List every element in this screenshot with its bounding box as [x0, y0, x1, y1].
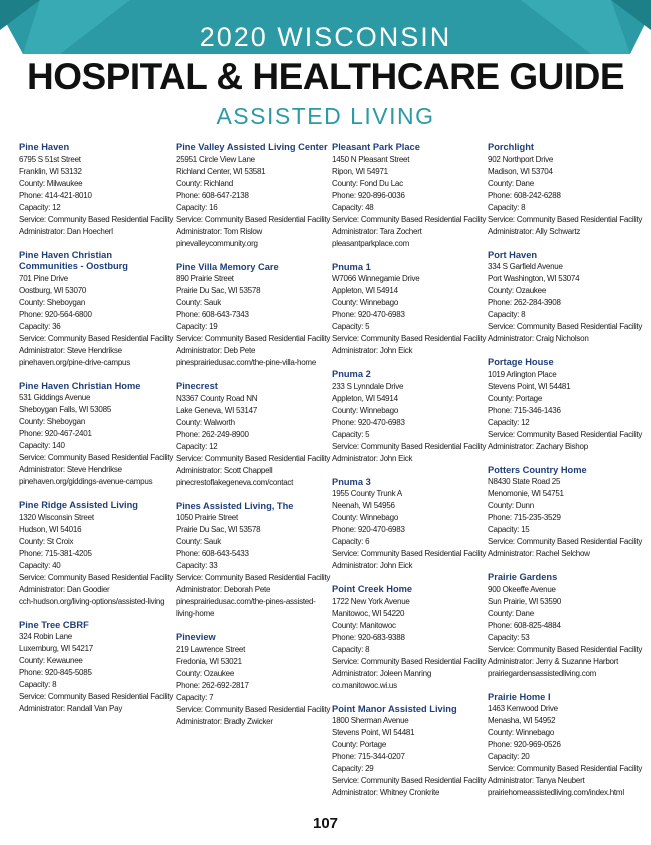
facility-detail: County: Sauk	[176, 298, 222, 307]
facility-entry	[332, 261, 487, 358]
facility-detail: 1955 County Trunk A	[332, 489, 402, 498]
facility-detail: 233 S Lynndale Drive	[332, 381, 404, 391]
facility-name: Port Haven	[488, 249, 538, 260]
facility-detail: Capacity: 53	[488, 632, 530, 642]
facility-detail: Capacity: 29	[332, 764, 374, 773]
facility-detail: 334 S Garfield Avenue	[488, 262, 563, 271]
facility-detail: Phone: 608-242-6288	[488, 190, 561, 200]
section-title: ASSISTED LIVING	[216, 103, 435, 129]
facility-detail: Stevens Point, WI 54481	[332, 728, 415, 737]
facility-detail: Phone: 715-381-4205	[19, 548, 92, 558]
facility-detail: County: Winnebago	[332, 513, 399, 522]
facility-website[interactable]: prairiegardensassistedliving.com	[488, 668, 597, 678]
facility-detail: Menomonie, WI 54751	[488, 489, 564, 498]
facility-entry	[488, 357, 643, 453]
facility-detail: County: St Croix	[19, 536, 74, 546]
facility-name: Pine Villa Memory Care	[176, 261, 279, 272]
facility-entry	[488, 691, 643, 800]
facility-detail: Phone: 608-643-5433	[176, 549, 249, 558]
facility-entry	[332, 584, 487, 692]
facility-website[interactable]: pleasantparkplace.com	[332, 238, 410, 248]
facility-name: Pnuma 2	[332, 369, 371, 379]
facility-detail: Appleton, WI 54914	[332, 286, 398, 295]
facility-detail: Service: Community Based Residential Facility	[488, 537, 643, 546]
facility-name: Pine Haven	[19, 142, 70, 152]
facility-detail: Manitowoc, WI 54220	[332, 608, 405, 618]
facility-name: Potters Country Home	[488, 464, 587, 475]
facility-detail: Phone: 920-467-2401	[19, 429, 92, 438]
facility-detail: Administrator: John Eick	[332, 453, 413, 463]
facility-detail: Phone: 920-470-6983	[332, 417, 405, 427]
facility-name: Point Creek Home	[332, 584, 413, 594]
facility-detail: Phone: 608-647-2138	[176, 190, 249, 200]
facility-detail: 531 Giddings Avenue	[19, 393, 91, 402]
facility-detail: County: Walworth	[176, 417, 235, 427]
facility-detail: 701 Pine Drive	[19, 273, 68, 283]
facility-detail: Administrator: Steve Hendrikse	[19, 465, 122, 474]
facility-detail: Prairie Du Sac, WI 53578	[176, 286, 261, 295]
facility-name: Pnuma 1	[332, 261, 371, 272]
facility-detail: Capacity: 20	[488, 752, 530, 761]
facility-detail: County: Sauk	[176, 537, 222, 546]
facility-detail: 324 Robin Lane	[19, 632, 72, 641]
facility-name: Pinecrest	[176, 381, 218, 391]
facility-website[interactable]: pinesprairiedusac.com/the-pine-villa-home	[176, 358, 317, 367]
facility-name: Pines Assisted Living, The	[176, 500, 294, 511]
facility-detail: Administrator: Tom Rislow	[176, 226, 263, 236]
facility-detail: Lake Geneva, WI 53147	[176, 405, 258, 415]
facility-detail: Service: Community Based Residential Facility	[176, 573, 331, 582]
facility-entry	[19, 249, 174, 369]
facility-detail: Administrator: Jerry & Suzanne Harbort	[488, 656, 619, 666]
facility-detail: Phone: 920-845-5085	[19, 668, 92, 677]
facility-website[interactable]: co.manitowoc.wi.us	[332, 680, 397, 690]
facility-detail: 6795 S 51st Street	[19, 154, 81, 164]
facility-detail: Capacity: 40	[19, 560, 61, 570]
facility-detail: County: Portage	[488, 393, 543, 403]
header-banner	[0, 0, 651, 54]
facility-name: Prairie Gardens	[488, 572, 558, 582]
facility-detail: Phone: 715-346-1436	[488, 405, 561, 415]
facility-website[interactable]: pinehaven.org/pine-drive-campus	[19, 357, 130, 367]
facility-detail: Phone: 715-344-0207	[332, 752, 405, 761]
facility-website[interactable]: cch-hudson.org/living-options/assisted-living	[19, 596, 165, 606]
facility-detail: Service: Community Based Residential Facility	[332, 776, 487, 785]
facility-entry	[488, 142, 643, 238]
facility-entry	[488, 572, 643, 680]
facility-detail: Madison, WI 53704	[488, 166, 553, 176]
facility-detail: Service: Community Based Residential Facility	[176, 214, 331, 224]
facility-detail: Administrator: John Eick	[332, 561, 413, 570]
facility-detail: 1320 Wisconsin Street	[19, 512, 94, 522]
facility-detail: County: Sheboygan	[19, 297, 86, 307]
facility-detail: 900 Okeeffe Avenue	[488, 584, 556, 594]
facility-detail: Administrator: Craig Nicholson	[488, 334, 589, 343]
facility-detail: Service: Community Based Residential Facility	[176, 453, 331, 463]
facility-detail: Service: Community Based Residential Facility	[488, 429, 643, 439]
facility-detail: Administrator: Whitney Cronkrite	[332, 788, 440, 797]
facility-detail: W7066 Winnegamie Drive	[332, 274, 420, 283]
facility-entry	[332, 369, 487, 465]
facility-name: Porchlight	[488, 142, 534, 152]
facility-detail: Administrator: Tara Zochert	[332, 226, 422, 236]
facility-detail: Administrator: Randall Van Pay	[19, 704, 123, 713]
facility-detail: 1450 N Pleasant Street	[332, 154, 410, 164]
facility-detail: 902 Northport Drive	[488, 154, 554, 164]
facility-detail: 1800 Sherman Avenue	[332, 716, 409, 725]
facility-detail: 1019 Arlington Place	[488, 369, 557, 379]
facility-website[interactable]: pinehaven.org/giddings-avenue-campus	[19, 477, 153, 486]
facility-name: Pine Valley Assisted Living Center	[176, 142, 328, 152]
facility-detail: Phone: 262-284-3908	[488, 298, 561, 307]
facility-detail: Capacity: 16	[176, 202, 218, 212]
facility-detail: Capacity: 33	[176, 561, 218, 570]
facility-website[interactable]: pinesprairiedusac.com/the-pines-assisted-living-home	[176, 597, 316, 618]
listing-column-2	[176, 142, 331, 740]
facility-detail: Phone: 920-564-6800	[19, 309, 92, 319]
facility-entry	[19, 142, 174, 238]
facility-detail: County: Dunn	[488, 501, 534, 510]
facility-detail: County: Richland	[176, 178, 233, 188]
facility-detail: 25951 Circle View Lane	[176, 154, 255, 164]
facility-name: Prairie Home I	[488, 691, 551, 702]
facility-detail: Administrator: Scott Chappell	[176, 465, 273, 475]
facility-detail: County: Winnebago	[332, 405, 399, 415]
facility-detail: 1463 Kenwood Drive	[488, 704, 558, 713]
facility-detail: Luxemburg, WI 54217	[19, 644, 93, 653]
facility-name: Pnuma 3	[332, 476, 371, 487]
facility-detail: Service: Community Based Residential Facility	[488, 764, 643, 773]
facility-detail: Phone: 715-235-3529	[488, 513, 561, 522]
facility-detail: Service: Community Based Residential Facility	[488, 214, 643, 224]
facility-detail: Capacity: 5	[332, 322, 370, 331]
facility-detail: Phone: 920-470-6983	[332, 310, 405, 319]
facility-detail: County: Dane	[488, 178, 534, 188]
facility-detail: Service: Community Based Residential Facility	[19, 214, 174, 224]
facility-detail: Service: Community Based Residential Facility	[332, 441, 487, 451]
facility-detail: Phone: 262-692-2817	[176, 680, 249, 690]
facility-detail: Service: Community Based Residential Facility	[332, 656, 487, 666]
facility-detail: 1050 Prairie Street	[176, 513, 238, 522]
facility-detail: Phone: 608-825-4884	[488, 620, 561, 630]
facility-detail: Neenah, WI 54956	[332, 501, 395, 510]
facility-detail: Administrator: John Eick	[332, 346, 413, 355]
page-number: 107	[312, 815, 339, 832]
facility-entry	[19, 380, 174, 489]
facility-detail: Capacity: 140	[19, 441, 65, 450]
facility-detail: Phone: 920-683-9388	[332, 632, 405, 642]
facility-detail: Service: Community Based Residential Facility	[176, 704, 331, 714]
facility-entry	[176, 142, 331, 250]
facility-detail: N3367 County Road NN	[176, 393, 258, 403]
facility-detail: Capacity: 15	[488, 525, 530, 534]
facility-name: Pine Ridge Assisted Living	[19, 500, 138, 510]
facility-detail: Capacity: 7	[176, 692, 214, 702]
facility-detail: 890 Prairie Street	[176, 274, 234, 283]
facility-detail: Oostburg, WI 53070	[19, 285, 87, 295]
facility-name: Pleasant Park Place	[332, 142, 420, 152]
facility-detail: Service: Community Based Residential Facility	[19, 333, 174, 343]
facility-website[interactable]: pinecrestoflakegeneva.com/contact	[176, 477, 294, 487]
facility-detail: Administrator: Steve Hendrikse	[19, 345, 122, 355]
facility-detail: Ripon, WI 54971	[332, 166, 388, 176]
facility-detail: County: Fond Du Lac	[332, 178, 403, 188]
facility-detail: Administrator: Rachel Selchow	[488, 549, 590, 558]
facility-detail: N8430 State Road 25	[488, 477, 561, 486]
facility-detail: Service: Community Based Residential Facility	[332, 334, 487, 343]
facility-detail: Appleton, WI 54914	[332, 393, 398, 403]
facility-detail: County: Dane	[488, 608, 534, 618]
facility-website[interactable]: pinevalleycommunity.org	[176, 238, 258, 248]
facility-detail: Prairie Du Sac, WI 53578	[176, 525, 261, 534]
facility-detail: Phone: 608-643-7343	[176, 310, 249, 319]
facility-detail: Richland Center, WI 53581	[176, 166, 266, 176]
facility-entry	[176, 261, 331, 370]
facility-entry	[488, 249, 643, 346]
facility-detail: County: Winnebago	[332, 298, 399, 307]
facility-detail: County: Sheboygan	[19, 417, 86, 426]
facility-detail: Service: Community Based Residential Facility	[488, 322, 643, 331]
facility-detail: Capacity: 6	[332, 537, 370, 546]
facility-detail: Capacity: 19	[176, 322, 218, 331]
facility-detail: Franklin, WI 53132	[19, 166, 82, 176]
facility-detail: Administrator: Tanya Neubert	[488, 776, 585, 785]
facility-detail: Service: Community Based Residential Facility	[19, 572, 174, 582]
facility-detail: Administrator: Zachary Bishop	[488, 441, 588, 451]
facility-detail: Capacity: 8	[19, 680, 57, 689]
facility-detail: Service: Community Based Residential Facility	[332, 549, 487, 558]
facility-detail: Service: Community Based Residential Facility	[332, 214, 487, 224]
facility-entry	[176, 381, 331, 489]
facility-detail: Administrator: Dan Hoecherl	[19, 226, 113, 236]
facility-name: Pine Haven Christian Home	[19, 380, 141, 391]
facility-detail: Administrator: Dan Goodier	[19, 584, 110, 594]
facility-detail: Capacity: 48	[332, 202, 374, 212]
facility-entry	[488, 464, 643, 561]
facility-detail: County: Manitowoc	[332, 620, 396, 630]
listing-column-4	[488, 142, 643, 811]
facility-detail: County: Ozaukee	[488, 286, 547, 295]
page-title: HOSPITAL & HEALTHCARE GUIDE	[26, 56, 625, 97]
facility-detail: Administrator: Ally Schwartz	[488, 226, 581, 236]
facility-detail: Capacity: 12	[19, 202, 61, 212]
facility-detail: 219 Lawrence Street	[176, 644, 246, 654]
facility-entry	[176, 632, 331, 728]
facility-detail: County: Kewaunee	[19, 656, 83, 665]
facility-detail: County: Ozaukee	[176, 668, 235, 678]
facility-detail: Port Washington, WI 53074	[488, 274, 580, 283]
facility-entry	[19, 500, 174, 608]
banner-title: 2020 WISCONSIN	[199, 22, 452, 52]
facility-detail: Phone: 920-896-0036	[332, 190, 405, 200]
facility-detail: Capacity: 8	[488, 310, 526, 319]
facility-detail: Stevens Point, WI 54481	[488, 381, 571, 391]
facility-name: Point Manor Assisted Living	[332, 703, 457, 714]
facility-detail: Administrator: Deb Pete	[176, 346, 256, 355]
facility-name: Pine Haven Christian Communities - Oostburg	[19, 249, 128, 271]
facility-detail: Sheboygan Falls, WI 53085	[19, 405, 112, 414]
facility-entry	[332, 142, 487, 250]
facility-detail: Service: Community Based Residential Facility	[19, 453, 174, 462]
facility-detail: Phone: 920-470-6983	[332, 525, 405, 534]
facility-detail: Service: Community Based Residential Facility	[488, 644, 643, 654]
facility-detail: Menasha, WI 54952	[488, 716, 556, 725]
facility-detail: Capacity: 12	[488, 417, 530, 427]
facility-detail: Fredonia, WI 53021	[176, 656, 242, 666]
facility-detail: County: Portage	[332, 740, 387, 749]
facility-detail: Administrator: Joleen Manring	[332, 668, 432, 678]
listing-column-1	[19, 142, 174, 727]
facility-name: Pine Tree CBRF	[19, 619, 89, 630]
facility-detail: County: Milwaukee	[19, 178, 83, 188]
facility-detail: Sun Prairie, WI 53590	[488, 596, 562, 606]
facility-detail: Capacity: 8	[488, 202, 526, 212]
facility-detail: Capacity: 36	[19, 321, 61, 331]
facility-entry	[176, 500, 331, 621]
facility-detail: Service: Community Based Residential Facility	[176, 334, 331, 343]
facility-detail: County: Winnebago	[488, 728, 555, 737]
facility-entry	[332, 476, 487, 573]
facility-detail: Hudson, WI 54016	[19, 524, 82, 534]
facility-detail: Capacity: 12	[176, 441, 218, 451]
facility-detail: Phone: 920-969-0526	[488, 740, 561, 749]
facility-detail: Phone: 414-421-8010	[19, 190, 92, 200]
listing-column-3	[332, 142, 487, 811]
facility-entry	[332, 703, 487, 800]
facility-detail: Capacity: 8	[332, 644, 370, 654]
facility-detail: Administrator: Bradly Zwicker	[176, 716, 273, 726]
facility-detail: Phone: 262-249-8900	[176, 429, 249, 439]
facility-detail: Service: Community Based Residential Facility	[19, 692, 174, 701]
facility-name: Portage House	[488, 357, 554, 367]
facility-website[interactable]: prairiehomeassistedliving.com/index.html	[488, 788, 624, 797]
facility-detail: Capacity: 5	[332, 429, 370, 439]
facility-entry	[19, 619, 174, 716]
facility-name: Pineview	[176, 632, 216, 642]
facility-detail: 1722 New York Avenue	[332, 596, 410, 606]
facility-detail: Administrator: Deborah Pete	[176, 585, 271, 594]
